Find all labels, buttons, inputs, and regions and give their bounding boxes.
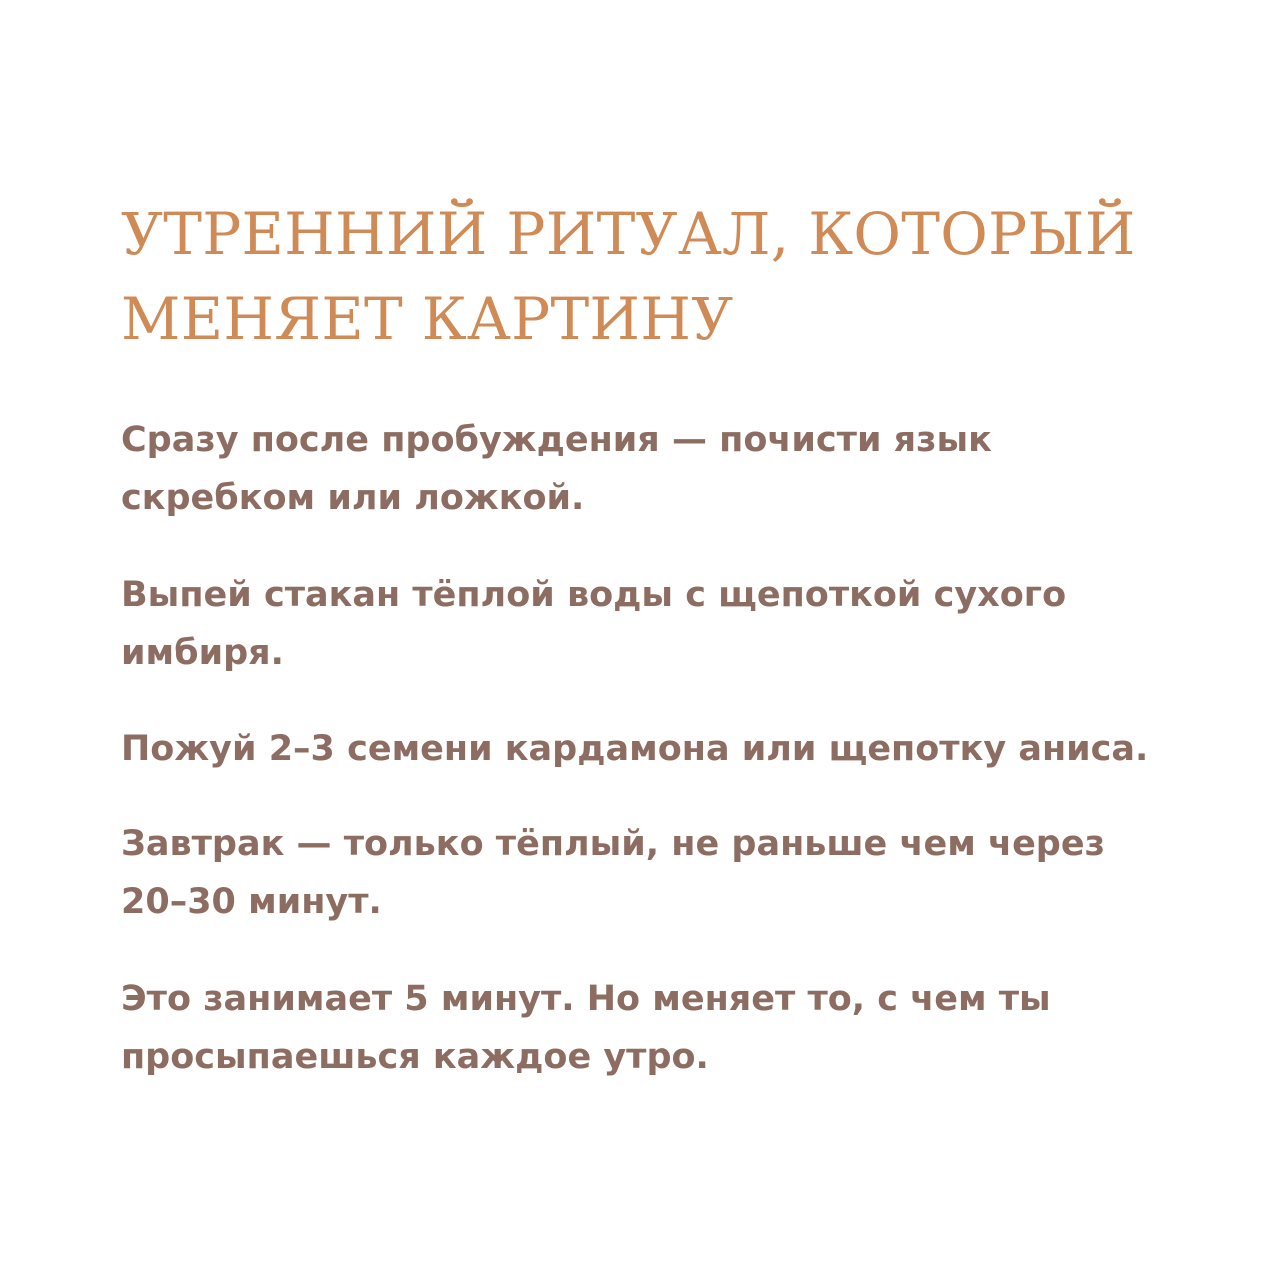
- paragraph-line: имбиря.: [121, 633, 284, 673]
- instruction-paragraph-clean-tongue: [121, 411, 1201, 527]
- closing-paragraph: [121, 970, 1201, 1086]
- instruction-paragraph-warm-water: [121, 566, 1201, 682]
- paragraph-line: просыпаешься каждое утро.: [121, 1037, 709, 1077]
- paragraph-line: Сразу после пробуждения — почисти язык: [121, 420, 992, 460]
- paragraph-line: Это занимает 5 минут. Но меняет то, с чем ты: [121, 979, 1051, 1019]
- paragraph-line: 20–30 минут.: [121, 882, 382, 922]
- paragraph-line: Выпей стакан тёплой воды с щепоткой сухого: [121, 575, 1067, 615]
- page-title: [121, 192, 1181, 362]
- instruction-paragraph-breakfast: [121, 815, 1201, 931]
- paragraph-line: Пожуй 2–3 семени кардамона или щепотку аниса.: [121, 729, 1149, 769]
- paragraph-line: скребком или ложкой.: [121, 478, 585, 518]
- instruction-paragraph-chew-seeds: [121, 720, 1201, 778]
- paragraph-line: Завтрак — только тёплый, не раньше чем через: [121, 824, 1105, 864]
- title-line-2: МЕНЯЕТ КАРТИНУ: [121, 285, 734, 353]
- title-line-1: УТРЕННИЙ РИТУАЛ, КОТОРЫЙ: [121, 200, 1136, 268]
